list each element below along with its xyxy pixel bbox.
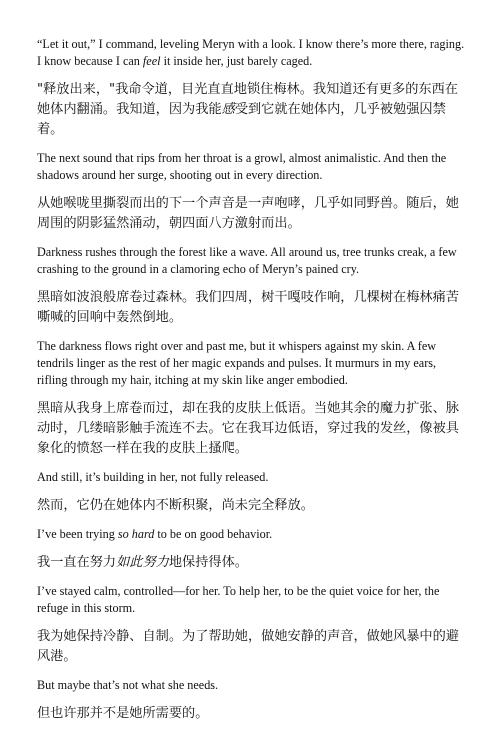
emphasis-text: feel bbox=[142, 54, 161, 68]
paragraph-zh-8 bbox=[37, 704, 465, 724]
text-run: I’ve stayed calm, controlled—for her. To help her, to be the quiet voice for her, the refuge in this storm. bbox=[37, 584, 440, 615]
paragraph-en-6 bbox=[37, 526, 465, 543]
paragraph-en-8 bbox=[37, 677, 465, 694]
paragraph-zh-6 bbox=[37, 553, 465, 573]
text-run: The darkness flows right over and past me, but it whispers against my skin. A few tendrils linger as the rest of her magic expands and pulses. It murmurs in my ears, rifling through my hair, itching at my skin like anger embodied. bbox=[37, 339, 437, 387]
text-run: Darkness rushes through the forest like a wave. All around us, tree trunks creak, a few crashing to the ground in a clamoring echo of Meryn’s pained cry. bbox=[37, 245, 457, 276]
text-run: The next sound that rips from her throat is a growl, almost animalistic. And then the shadows around her surge, shooting out in every direction. bbox=[37, 151, 447, 182]
text-run: "释放出来，"我命令道，目光直直地锁住梅林。我知道还有更多的东西在她体内翻涌。我知道，因为我能 bbox=[37, 82, 458, 117]
paragraph-en-4 bbox=[37, 338, 465, 389]
text-run: 我为她保持冷静、自制。为了帮助她，做她安静的声音，做她风暴中的避风港。 bbox=[37, 629, 459, 664]
text-run: And still, it’s building in her, not fully released. bbox=[37, 470, 269, 484]
emphasis-text: 感 bbox=[221, 102, 235, 117]
text-run: 我一直在努力 bbox=[37, 555, 117, 570]
paragraph-en-3 bbox=[37, 244, 465, 278]
text-run: But maybe that’s not what she needs. bbox=[37, 678, 219, 692]
text-run: 但也许那并不是她所需要的。 bbox=[37, 706, 209, 721]
text-run: 从她喉咙里撕裂而出的下一个声音是一声咆哮，几乎如同野兽。随后，她周围的阴影猛然涌动，朝四面八方激射而出。 bbox=[37, 196, 459, 231]
paragraph-en-5 bbox=[37, 469, 465, 486]
emphasis-text: so hard bbox=[117, 527, 155, 541]
text-run: 受到它就在她体内，几乎被勉强囚禁着。 bbox=[37, 102, 446, 137]
paragraph-zh-5 bbox=[37, 496, 465, 516]
text-run: 黑暗如波浪般席卷过森林。我们四周，树干嘎吱作响，几棵树在梅林痛苦嘶喊的回响中轰然倒地。 bbox=[37, 290, 459, 325]
text-run: 然而，它仍在她体内不断积聚，尚未完全释放。 bbox=[37, 498, 314, 513]
text-run: I’ve been trying bbox=[37, 527, 118, 541]
text-run: “Let it out,” I command, leveling Meryn with a look. I know there’s more there, raging. I know because I can bbox=[37, 37, 465, 68]
paragraph-en-1 bbox=[37, 36, 465, 70]
paragraph-zh-3 bbox=[37, 288, 465, 328]
text-run: 黑暗从我身上席卷而过，却在我的皮肤上低语。当她其余的魔力扩张、脉动时，几缕暗影触手流连不去。它在我耳边低语，穿过我的发丝，像被具象化的愤怒一样在我的皮肤上搔爬。 bbox=[37, 401, 459, 456]
paragraph-zh-2 bbox=[37, 194, 465, 234]
text-run: to be on good behavior. bbox=[154, 527, 273, 541]
text-run: it inside her, just barely caged. bbox=[160, 54, 313, 68]
paragraph-zh-4 bbox=[37, 399, 465, 459]
paragraph-en-7 bbox=[37, 583, 465, 617]
paragraph-en-2 bbox=[37, 150, 465, 184]
paragraph-zh-7 bbox=[37, 627, 465, 667]
emphasis-text: 如此努力 bbox=[116, 555, 169, 570]
text-run: 地保持得体。 bbox=[168, 555, 248, 570]
paragraph-zh-1 bbox=[37, 80, 465, 140]
document-page bbox=[37, 36, 465, 734]
